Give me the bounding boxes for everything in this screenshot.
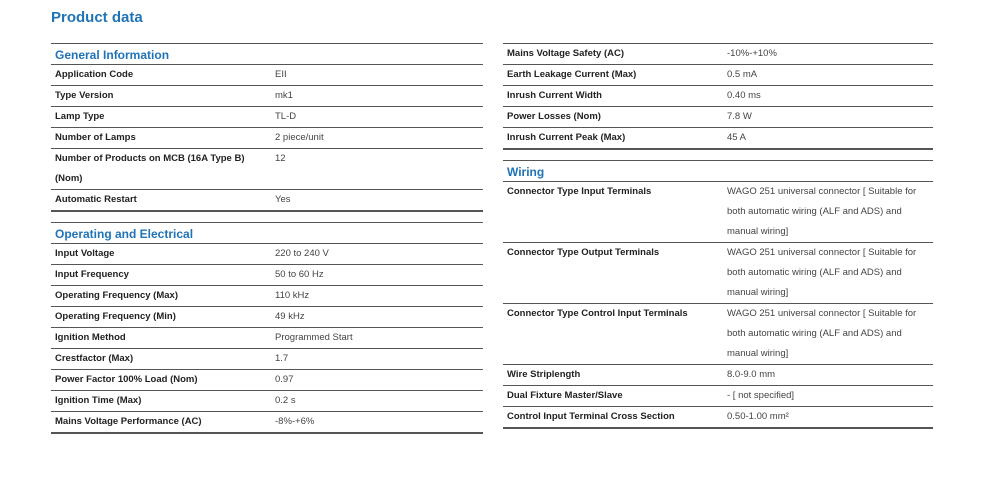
spec-label: Wire Striplength [507, 369, 581, 380]
spec-row-automatic-restart [51, 189, 483, 211]
spec-value: Programmed Start [275, 332, 353, 343]
spec-label: Inrush Current Peak (Max) [507, 132, 626, 143]
spec-value: -10%-+10% [727, 48, 777, 59]
spec-value: 2 piece/unit [275, 132, 324, 143]
spec-value: mk1 [275, 90, 293, 101]
spec-row-connector-type-control-input-terminals [503, 303, 933, 364]
spec-label: Number of Lamps [55, 132, 136, 143]
section-heading-general-information: General Information [51, 43, 483, 64]
spec-label: Power Factor 100% Load (Nom) [55, 374, 198, 385]
spec-label: Operating Frequency (Min) [55, 311, 176, 322]
spec-value: 0.2 s [275, 395, 296, 406]
spec-label: Type Version [55, 90, 114, 101]
spec-value: 50 to 60 Hz [275, 269, 324, 280]
spec-label: Lamp Type [55, 111, 105, 122]
right-column [503, 43, 933, 429]
spec-row-inrush-current-peak-max [503, 127, 933, 149]
spec-value: 45 A [727, 132, 747, 143]
spec-label: Control Input Terminal Cross Section [507, 411, 675, 422]
spec-label: Application Code [55, 69, 134, 80]
spec-label: Connector Type Control Input Terminals [507, 308, 688, 319]
page-title: Product data [51, 9, 143, 26]
section-heading-wiring: Wiring [503, 160, 933, 181]
spec-label: Crestfactor (Max) [55, 353, 134, 364]
spec-row-control-input-terminal-cross-section [503, 406, 933, 428]
spec-label: Number of Products on MCB (16A Type B) (Nom) [55, 153, 245, 184]
left-column [51, 43, 483, 434]
spec-value: TL-D [275, 111, 297, 122]
spec-label: Ignition Method [55, 332, 126, 343]
spec-value: 7.8 W [727, 111, 752, 122]
spec-value: EII [275, 69, 287, 80]
spec-value: -8%-+6% [275, 416, 315, 427]
spec-value: 220 to 240 V [275, 248, 329, 259]
spec-table [51, 64, 483, 212]
spec-row-number-of-products-on-mcb-16a-type-b-nom [51, 148, 483, 189]
spec-label: Connector Type Output Terminals [507, 247, 660, 258]
spec-label: Automatic Restart [55, 194, 137, 205]
spec-label: Connector Type Input Terminals [507, 186, 652, 197]
spec-value: 1.7 [275, 353, 289, 364]
spec-value: 8.0-9.0 mm [727, 369, 776, 380]
spec-value: WAGO 251 universal connector [ Suitable for both automatic wiring (ALF and ADS) and manual wiring] [727, 247, 917, 298]
spec-table [503, 43, 933, 150]
spec-label: Operating Frequency (Max) [55, 290, 178, 301]
spec-label: Earth Leakage Current (Max) [507, 69, 637, 80]
spec-value: Yes [275, 194, 291, 205]
spec-label: Inrush Current Width [507, 90, 602, 101]
spec-row-connector-type-output-terminals [503, 242, 933, 303]
spec-label: Ignition Time (Max) [55, 395, 142, 406]
spec-value: 0.50-1.00 mm² [727, 411, 789, 422]
spec-label: Input Voltage [55, 248, 115, 259]
spec-row-connector-type-input-terminals [503, 181, 933, 242]
spec-label: Dual Fixture Master/Slave [507, 390, 623, 401]
spec-value: 110 kHz [275, 290, 310, 301]
spec-label: Mains Voltage Safety (AC) [507, 48, 625, 59]
spec-value: 0.40 ms [727, 90, 761, 101]
spec-row-mains-voltage-performance-ac [51, 411, 483, 433]
spec-value: 12 [275, 153, 286, 164]
spec-label: Input Frequency [55, 269, 129, 280]
spec-value: 0.5 mA [727, 69, 758, 80]
section-gap [503, 150, 933, 160]
section-gap [51, 212, 483, 222]
spec-value: WAGO 251 universal connector [ Suitable for both automatic wiring (ALF and ADS) and manual wiring] [727, 186, 917, 237]
spec-label: Power Losses (Nom) [507, 111, 601, 122]
spec-value: WAGO 251 universal connector [ Suitable for both automatic wiring (ALF and ADS) and manual wiring] [727, 308, 917, 359]
section-heading-operating-and-electrical: Operating and Electrical [51, 222, 483, 243]
spec-value: 0.97 [275, 374, 294, 385]
spec-table [503, 181, 933, 429]
spec-label: Mains Voltage Performance (AC) [55, 416, 202, 427]
spec-value: 49 kHz [275, 311, 305, 322]
spec-table [51, 243, 483, 434]
spec-value: - [ not specified] [727, 390, 795, 401]
